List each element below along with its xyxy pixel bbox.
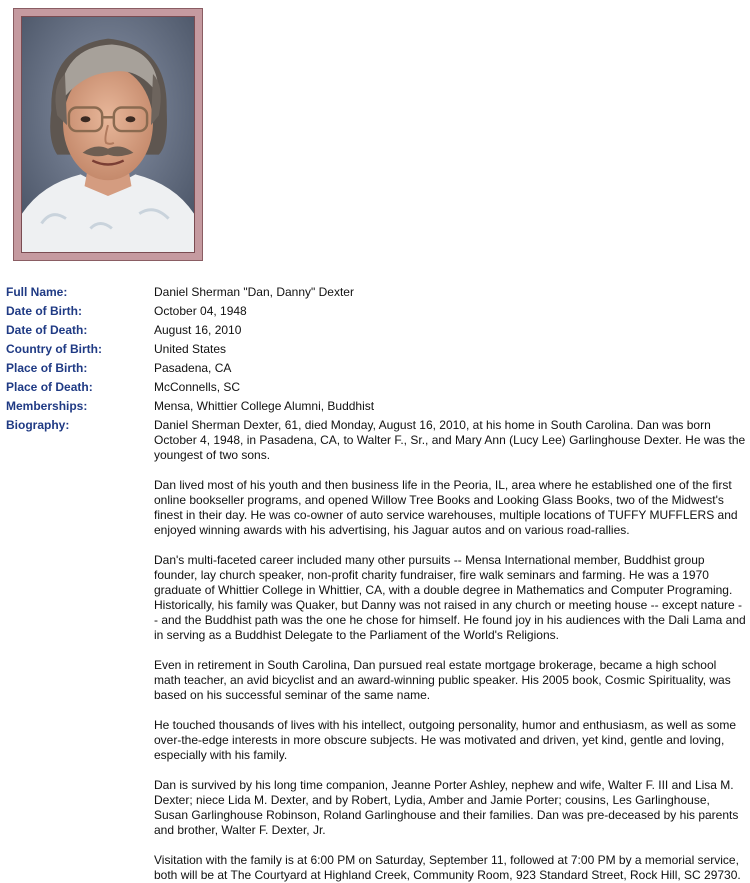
person-portrait-photo: [21, 16, 195, 253]
field-value: Pasadena, CA: [154, 361, 232, 375]
biography-paragraph: Even in retirement in South Carolina, Dan pursued real estate mortgage brokerage, became a high school math teacher, an avid bicyclist and an award-winning public speaker. His 2005 book, Cosmic Spirituality, was based on his successful seminar of the same name.: [154, 658, 731, 702]
field-label: Country of Birth:: [6, 342, 102, 356]
field-biography: [6, 416, 746, 883]
field-label: Place of Birth:: [6, 361, 88, 375]
field-date-of-birth: [6, 302, 746, 321]
field-label: Memberships:: [6, 399, 88, 413]
field-date-of-death: [6, 321, 746, 340]
field-label: Date of Birth:: [6, 304, 82, 318]
field-value: Daniel Sherman "Dan, Danny" Dexter: [154, 285, 354, 299]
biography-paragraph: Visitation with the family is at 6:00 PM on Saturday, September 11, followed at 7:00 PM by a memorial service, both will be at The Courtyard at Highland Creek, Community Room, 923 Standard Street, Rock Hill, SC 29730.: [154, 853, 741, 882]
field-country-of-birth: [6, 340, 746, 359]
obituary-details: [6, 283, 746, 883]
field-value: October 04, 1948: [154, 304, 247, 318]
field-value: United States: [154, 342, 227, 356]
field-label: Date of Death:: [6, 323, 88, 337]
biography-paragraph: Dan lived most of his youth and then business life in the Peoria, IL, area where he established one of the first online bookseller programs, and opened Willow Tree Books and Looking Glass Books, two of the Midwest's finest in their day. He was co-owner of auto service warehouses, multiple locations of TUFFY MUFFLERS and enjoyed winning awards with his advertising, his Jaguar autos and on various road-rallies.: [154, 478, 738, 537]
biography-paragraph: Daniel Sherman Dexter, 61, died Monday, August 16, 2010, at his home in South Carolina. Dan was born October 4, 1948, in Pasadena, CA, to Walter F., Sr., and Mary Ann (Lucy Lee) Garlinghouse Dexter. He was the youngest of two sons.: [154, 418, 746, 462]
field-place-of-birth: [6, 359, 746, 378]
field-full-name: [6, 283, 746, 302]
field-memberships: [6, 397, 746, 416]
biography-paragraph: Dan's multi-faceted career included many other pursuits -- Mensa International member, Buddhist group founder, lay church speaker, non-profit charity fundraiser, fire walk seminars and farming. He was a 1970 graduate of Whittier College in Whittier, CA, with a double degree in Mathematics and Computer Programing. Historically, his family was Quaker, but Danny was not raised in any church or meeting house -- except nature -- and the Buddhist path was the one he chose for himself. He found joy in his audiences with the Dali Lama and in serving as a Buddhist Delegate to the Parliament of the World's Religions.: [154, 553, 746, 642]
biography-text: [154, 416, 746, 883]
field-value: Mensa, Whittier College Alumni, Buddhist: [154, 399, 375, 413]
field-label: Full Name:: [6, 285, 68, 299]
portrait-frame: [13, 8, 203, 261]
biography-paragraph: Dan is survived by his long time companion, Jeanne Porter Ashley, nephew and wife, Walter F. III and Lisa M. Dexter; niece Lida M. Dexter, and by Robert, Lydia, Amber and Jamie Porter; cousins, Les Garlinghouse, Susan Garlinghouse Robinson, Roland Garlinghouse and their families. Dan was pre-deceased by his parents and brother, Walter F. Dexter, Jr.: [154, 778, 739, 837]
field-value: August 16, 2010: [154, 323, 242, 337]
field-label: Biography:: [6, 418, 70, 432]
field-label: Place of Death:: [6, 380, 93, 394]
field-value: McConnells, SC: [154, 380, 241, 394]
field-place-of-death: [6, 378, 746, 397]
biography-paragraph: He touched thousands of lives with his intellect, outgoing personality, humor and enthusiasm, as well as some over-the-edge interests in more obscure subjects. He was motivated and driven, yet kind, gentle and loving, especially with his family.: [154, 718, 737, 762]
